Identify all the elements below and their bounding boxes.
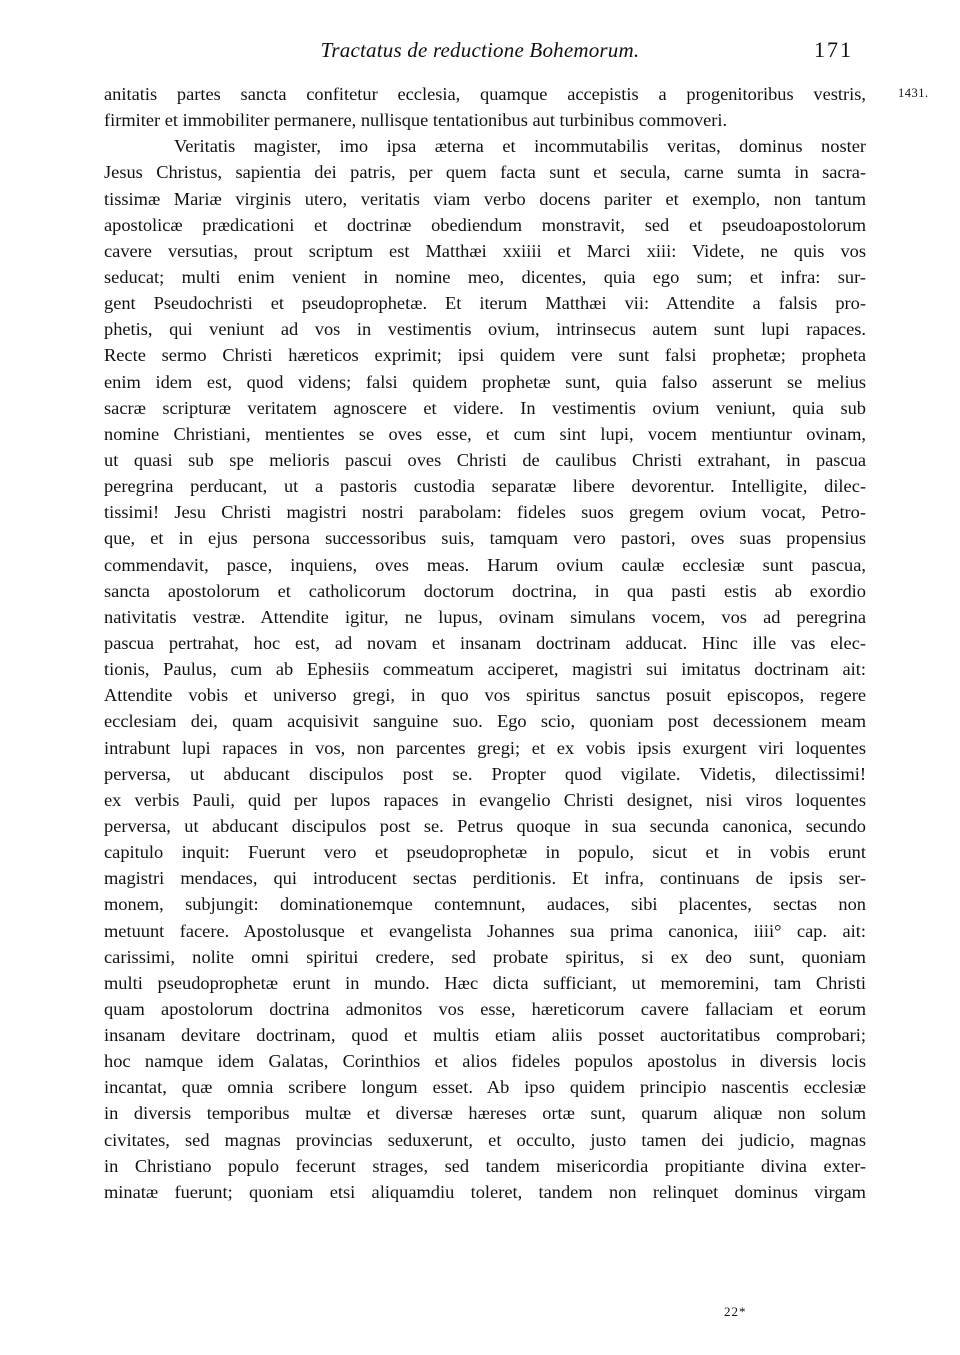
text-line: Recte sermo Christi hæreticos exprimit; ipsi quidem vere sunt falsi prophetæ; propheta <box>104 345 866 366</box>
text-line: sancta apostolorum et catholicorum doctorum doctrina, in qua pasti estis ab exordio <box>104 580 866 601</box>
text-line: Jesus Christus, sapientia dei patris, per quem facta sunt et secula, carne sumta in sacra- <box>104 162 866 183</box>
text-line: magistri mendaces, qui introducent sectas perditionis. Et infra, continuans de ipsis ser- <box>104 868 866 889</box>
text-line: metuunt facere. Apostolusque et evangelista Johannes sua prima canonica, iiii° cap. ait: <box>104 920 866 941</box>
text-line: ut quasi sub spe melioris pascui oves Christi de caulibus Christi extrahant, in pascua <box>104 449 866 470</box>
text-line: monem, subjungit: dominationemque contemnunt, audaces, sibi placentes, sectas non <box>104 894 866 915</box>
text-line: tissimæ Mariæ virginis utero, veritatis viam verbo docens pariter et exemplo, non tantum <box>104 188 866 209</box>
text-line: incantat, quæ omnia scribere longum esset. Ab ipso quidem principio nascentis ecclesiæ <box>104 1077 866 1098</box>
text-line: minatæ fuerunt; quoniam etsi aliquamdiu toleret, tandem non relinquet dominus virgam <box>104 1181 866 1202</box>
text-line: civitates, sed magnas provincias seduxerunt, et occulto, justo tamen dei judicio, magnas <box>104 1129 866 1150</box>
text-line: pascua pertrahat, hoc est, ad novam et insanam doctrinam adducat. Hinc ille vas elec- <box>104 632 866 653</box>
text-line: tissimi! Jesu Christi magistri nostri parabolam: fideles suos gregem ovium vocat, Petro- <box>104 502 866 523</box>
text-line: in Christiano populo fecerunt strages, sed tandem misericordia propitiante divina exter- <box>104 1155 866 1176</box>
text-line: in diversis temporibus multæ et diversæ hæreses ortæ sunt, quarum aliquæ non solum <box>104 1103 866 1124</box>
text-line: nomine Christiani, mentientes se oves esse, et cum sint lupi, vocem mentiuntur ovinam, <box>104 423 866 444</box>
text-line: gent Pseudochristi et pseudoprophetæ. Et iterum Matthæi vii: Attendite a falsis pro- <box>104 293 866 314</box>
text-line: perversa, ut abducant discipulos post se. Propter quod vigilate. Videtis, dilectissimi! <box>104 763 866 784</box>
text-line: tionis, Paulus, cum ab Ephesiis commeatum acciperet, magistri sui imitatus doctrinam ait: <box>104 659 866 680</box>
margin-year-note: 1431. <box>898 86 929 100</box>
text-line: peregrina perducant, ut a pastoris custodia separatæ libere devorentur. Intelligite, dilec- <box>104 476 866 497</box>
text-line: sacræ scripturæ veritatem agnoscere et videre. In vestimentis ovium veniunt, quia sub <box>104 397 866 418</box>
text-line: hoc namque idem Galatas, Corinthios et alios fideles populos apostolus in diversis locis <box>104 1051 866 1072</box>
text-line: multi pseudoprophetæ erunt in mundo. Hæc dicta sufficiant, ut memoremini, tam Christi <box>104 972 866 993</box>
text-line: carissimi, nolite omni spiritui credere, sed probate spiritus, si ex deo sunt, quoniam <box>104 946 866 967</box>
running-title: Tractatus de reductione Bohemorum. <box>320 38 640 62</box>
text-line: phetis, qui veniunt ad vos in vestimentis ovium, intrinsecus autem sunt lupi rapaces. <box>104 319 866 340</box>
text-line: enim idem est, quod videns; falsi quidem prophetæ sunt, quia falso asserunt se melius <box>104 371 866 392</box>
text-line: capitulo inquit: Fuerunt vero et pseudoprophetæ in populo, sicut et in vobis erunt <box>104 842 866 863</box>
text-line: que, et in ejus persona successoribus suis, tamquam vero pastori, oves suas propensius <box>104 528 866 549</box>
text-line: insanam devitare doctrinam, quod et multis etiam aliis posset auctoritatibus comprobari; <box>104 1025 866 1046</box>
page-number: 171 <box>814 37 853 62</box>
signature-mark: 22* <box>724 1304 747 1319</box>
text-line: nativitatis vestræ. Attendite igitur, ne lupus, ovinam simulans vocem, vos ad peregrina <box>104 606 866 627</box>
text-line: Veritatis magister, imo ipsa æterna et incommutabilis veritas, dominus noster <box>174 136 866 157</box>
text-line: commendavit, pasce, inquiens, oves meas. Harum ovium caulæ ecclesiæ sunt pascua, <box>104 554 866 575</box>
text-line: ex verbis Pauli, quid per lupos rapaces in evangelio Christi designet, nisi viros loquentes <box>104 789 866 810</box>
text-line: quam apostolorum doctrina admonitos vos esse, hæreticorum cavere fallaciam et eorum <box>104 998 866 1019</box>
text-line: apostolicæ prædicationi et doctrinæ obediendum monstravit, sed et pseudoapostolorum <box>104 214 866 235</box>
body-text <box>104 81 866 1205</box>
text-line: ecclesiam dei, quam acquisivit sanguine suo. Ego scio, quoniam post decessionem meam <box>104 711 866 732</box>
text-line: seducat; multi enim venient in nomine meo, dicentes, quia ego sum; et infra: sur- <box>104 266 866 287</box>
text-line: Attendite vobis et universo gregi, in quo vos spiritus sanctus posuit episcopos, regere <box>104 685 866 706</box>
text-line: intrabunt lupi rapaces in vos, non parcentes gregi; et ex vobis ipsis exurgent viri loquentes <box>104 737 866 758</box>
text-line: cavere versutias, prout scriptum est Matthæi xxiiii et Marci xiii: Videte, ne quis vos <box>104 240 866 261</box>
text-line: firmiter et immobiliter permanere, nullisque tentationibus aut turbinibus commoveri. <box>104 110 728 131</box>
text-line: perversa, ut abducant discipulos post se. Petrus quoque in sua secunda canonica, secundo <box>104 815 866 836</box>
text-line: anitatis partes sancta confitetur ecclesia, quamque accepistis a progenitoribus vestris, <box>104 84 866 104</box>
